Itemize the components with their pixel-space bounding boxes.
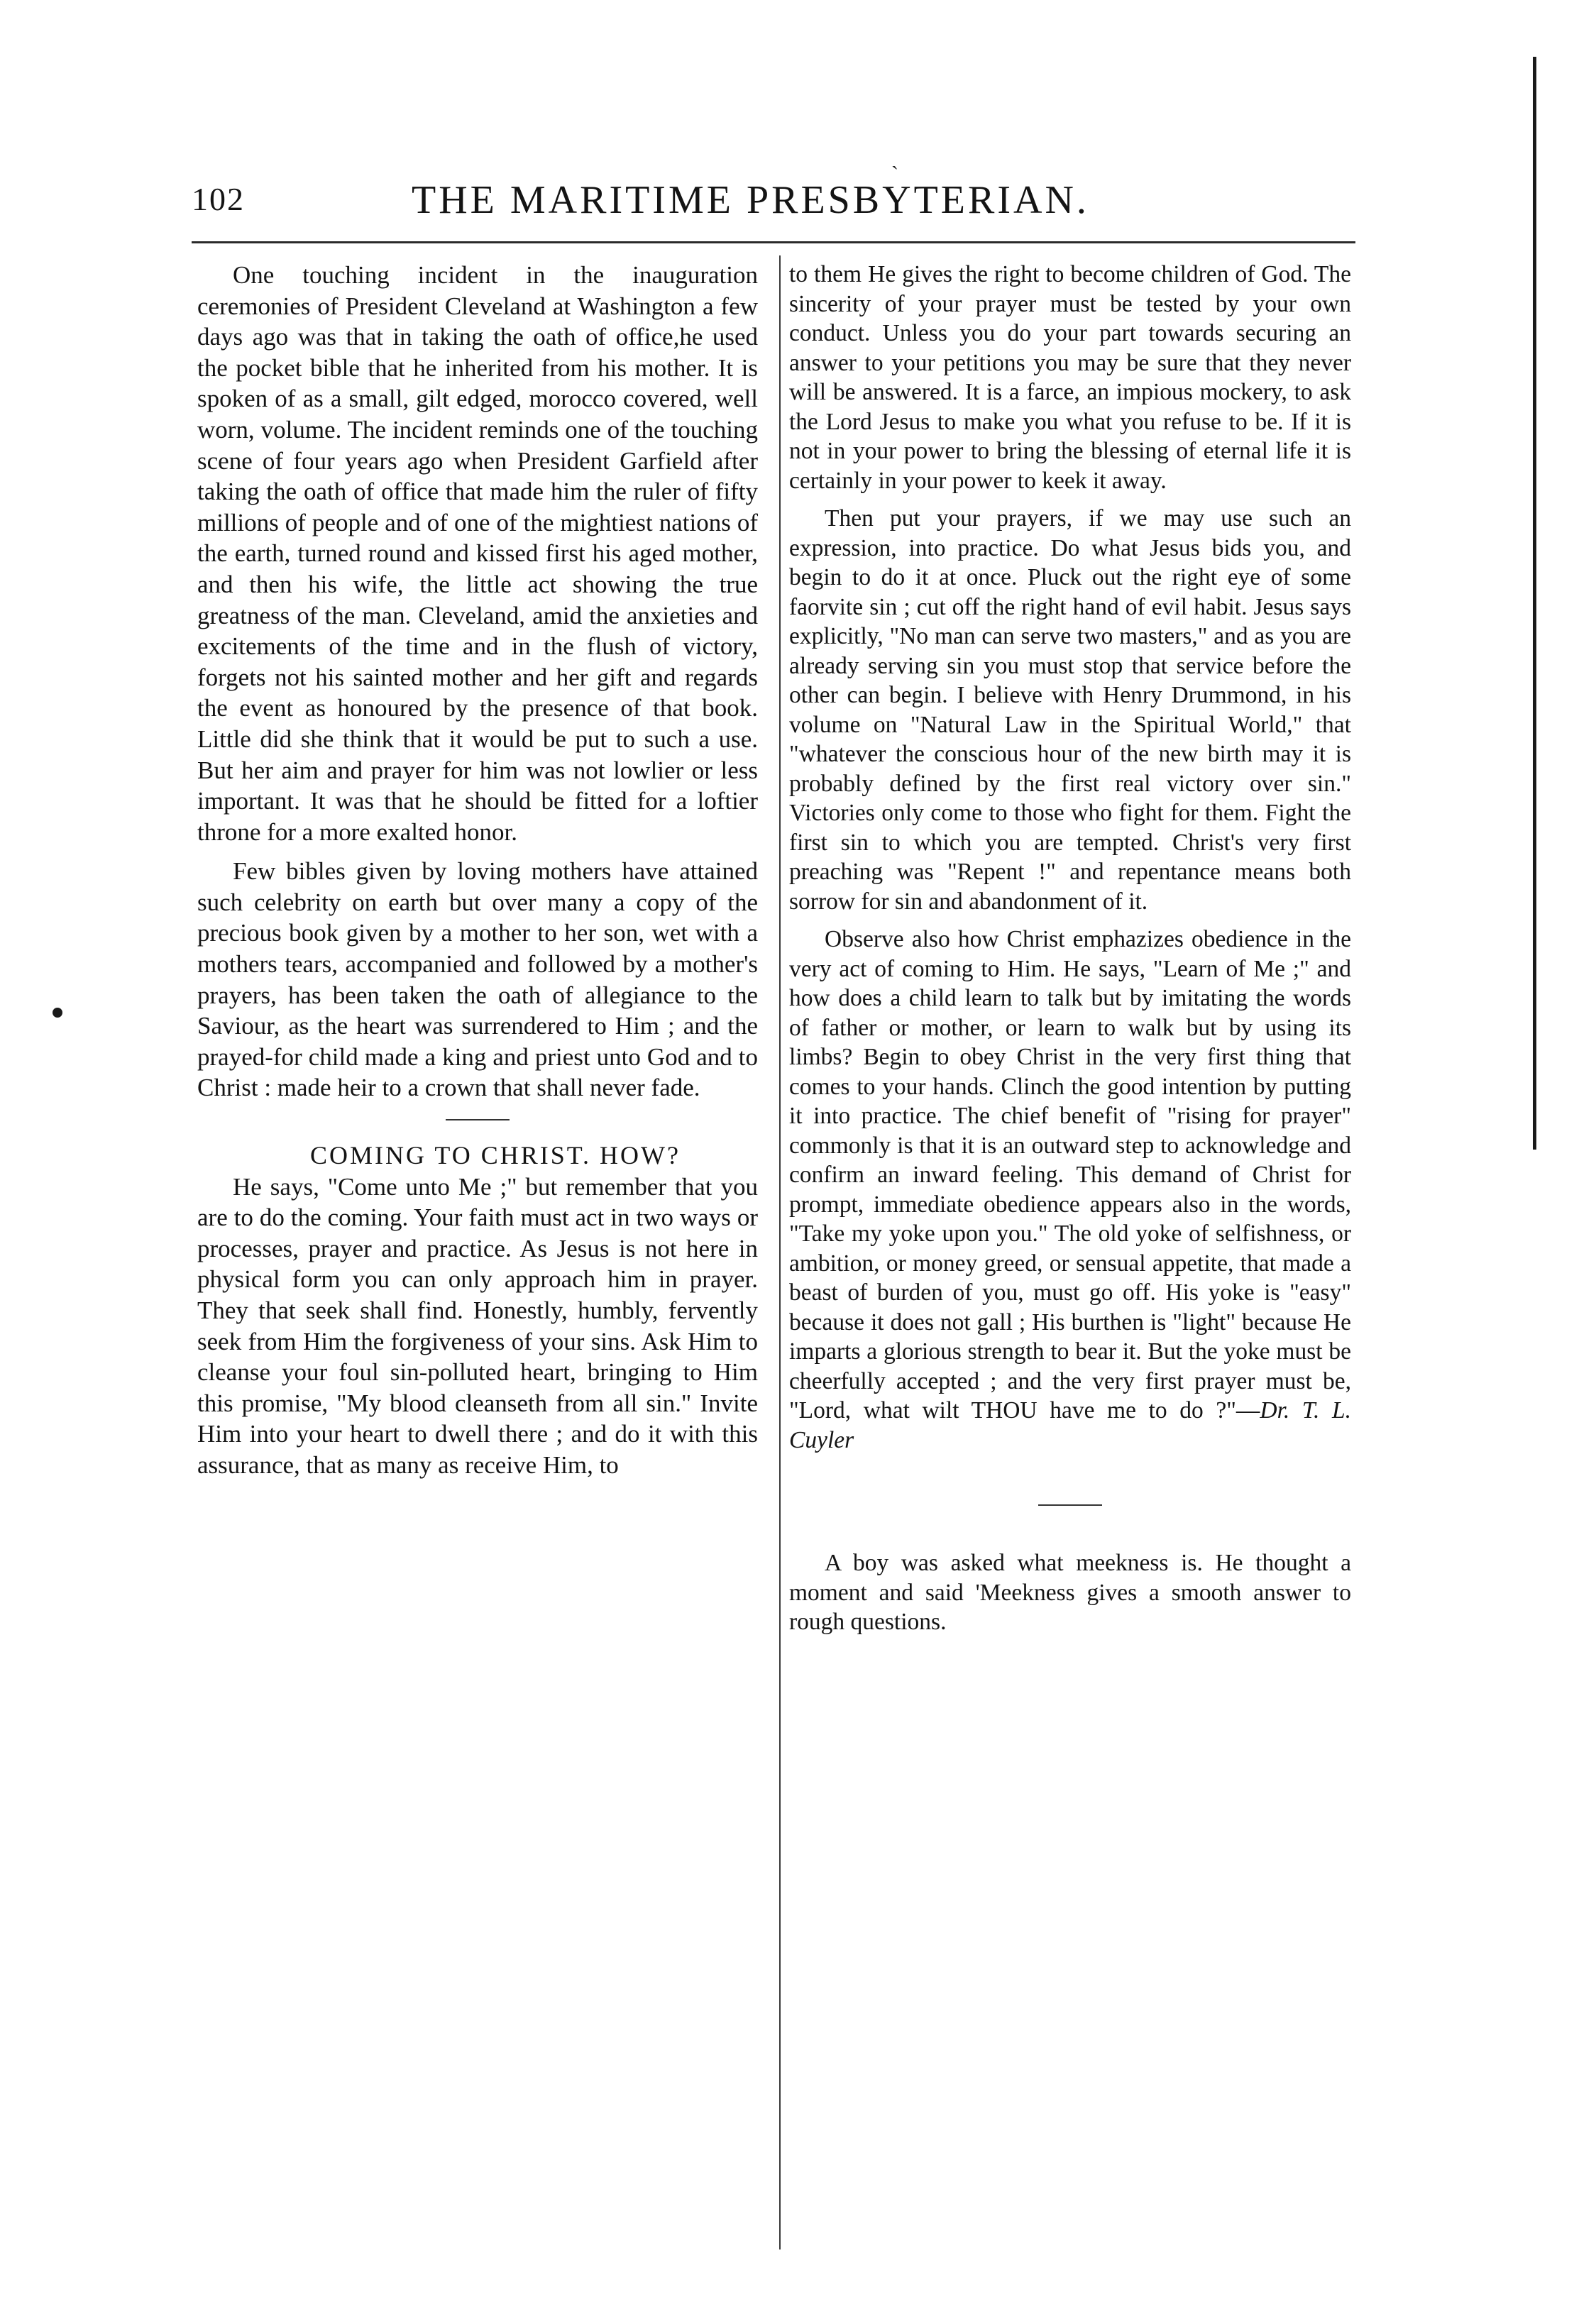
section-divider <box>446 1119 510 1120</box>
page-number: 102 <box>192 181 245 217</box>
right-column <box>789 260 1351 1637</box>
left-column <box>197 260 758 1481</box>
article-paragraph <box>789 925 1351 1455</box>
running-title: THE MARITIME PRESBYTERIAN. <box>412 178 1089 222</box>
article-paragraph: Then put your prayers, if we may use such an expression, into practice. Do what Jesus bids you, and begin to do it at once. Pluck out the right eye of some faorvite sin ; cut off the right hand of evil habit. Jesus says explicitly, "No man can serve two masters," and as you are already serving sin you must stop that service before the other can begin. I believe with Henry Drummond, in his volume on "Natural Law in the Spiritual World," that "whatever the conscious hour of the new birth may it is probably defined by the first real victory over sin." Victories only come to those who fight for them. Fight the first sin to which you are tempted. Christ's very first preaching was "Repent !" and repentance means both sorrow for sin and abandonment of it. <box>789 505 1351 915</box>
article-paragraph: Few bibles given by loving mothers have attained such celebrity on earth but over many a copy of the precious book given by a mother to her son, wet with a mothers tears, accompanied and followed by a mother's prayers, has been taken the oath of allegiance to the Saviour, as the heart was surrendered to Him ; and the prayed-for child made a king and priest unto God and to Christ : made heir to a crown that shall never fade. <box>197 857 758 1102</box>
article-paragraph: One touching incident in the inauguration ceremonies of President Cleveland at Washington a few days ago was that in taking the oath of office,he used the pocket bible that he inherited from his mother. It is spoken of as a small, gilt edged, morocco covered, well worn, volume. The incident reminds one of the touching scene of four years ago when President Garfield after taking the oath of office that made him the ruler of fifty millions of people and of one of the mightiest nations of the earth, turned round and kissed first his aged mother, and then his wife, the little act showing the true greatness of the man. Cleveland, amid the anxieties and excitements of the time and in the flush of victory, forgets not his sainted mother and her gift and regards the event as honoured by the presence of that book. Little did she think that it would be put to such a use. But her aim and prayer for him was not lowlier or less important. It was that he should be fitted for a loftier throne for a more exalted honor. <box>197 261 758 846</box>
margin-ink-dot <box>53 1008 62 1018</box>
page-header <box>192 175 1355 231</box>
section-title: COMING TO CHRIST. HOW? <box>310 1141 681 1170</box>
ink-tick-mark: ˎ <box>891 146 898 170</box>
article-paragraph: He says, "Come unto Me ;" but remember that you are to do the coming. Your faith must act in two ways or processes, prayer and practice. As Jesus is not here in physical form you can only approach him in prayer. They that seek shall find. Honestly, humbly, fervently seek from Him the forgiveness of your sins. Ask Him to cleanse your foul sin-polluted heart, bringing to Him this promise, "My blood cleanseth from all sin." Invite Him into your heart to dwell there ; and do it with this assurance, that as many as receive Him, to <box>197 1172 758 1479</box>
article-paragraph-text: Observe also how Christ emphazizes obedience in the very act of coming to Him. He says, "Learn of Me ;" and how does a child learn to talk but by imitating the words of father or mother, or learn to walk but by using its limbs? Begin to obey Christ in the very first thing that comes to your hands. Clinch the good intention by putting it into practice. The chief benefit of "rising for prayer" commonly is that it is an outward step to acknowledge and confirm an inward feeling. This demand of Christ for prompt, immediate obedience appears also in the words, "Take my yoke upon you." The old yoke of selfishness, or ambition, or money greed, or sensual appetite, that made a beast of burden of you, must go off. His yoke is "easy" because it does not gall ; His burthen is "light" because He imparts a glorious strength to bear it. But the yoke must be cheerfully accepted ; and the very first prayer must be, "Lord, what wilt THOU have me to do ?"— <box>789 926 1351 1423</box>
header-rule <box>192 241 1355 243</box>
article-paragraph: to them He gives the right to become children of God. The sincerity of your prayer must be tested by your own conduct. Unless you do your part towards securing an answer to your petitions you may be sure that they never will be answered. It is a farce, an impious mockery, to ask the Lord Jesus to make you what you refuse to be. If it is not in your power to bring the blessing of eternal life it is certainly in your power to keek it away. <box>789 261 1351 494</box>
column-divider <box>779 255 781 2249</box>
author-byline: Dr. T. L. Cuyler <box>789 1397 1352 1453</box>
article-paragraph: A boy was asked what meekness is. He thought a moment and said 'Meekness gives a smooth answer to rough questions. <box>789 1550 1351 1635</box>
section-divider <box>1038 1504 1102 1506</box>
page-edge-rule <box>1533 57 1536 1150</box>
